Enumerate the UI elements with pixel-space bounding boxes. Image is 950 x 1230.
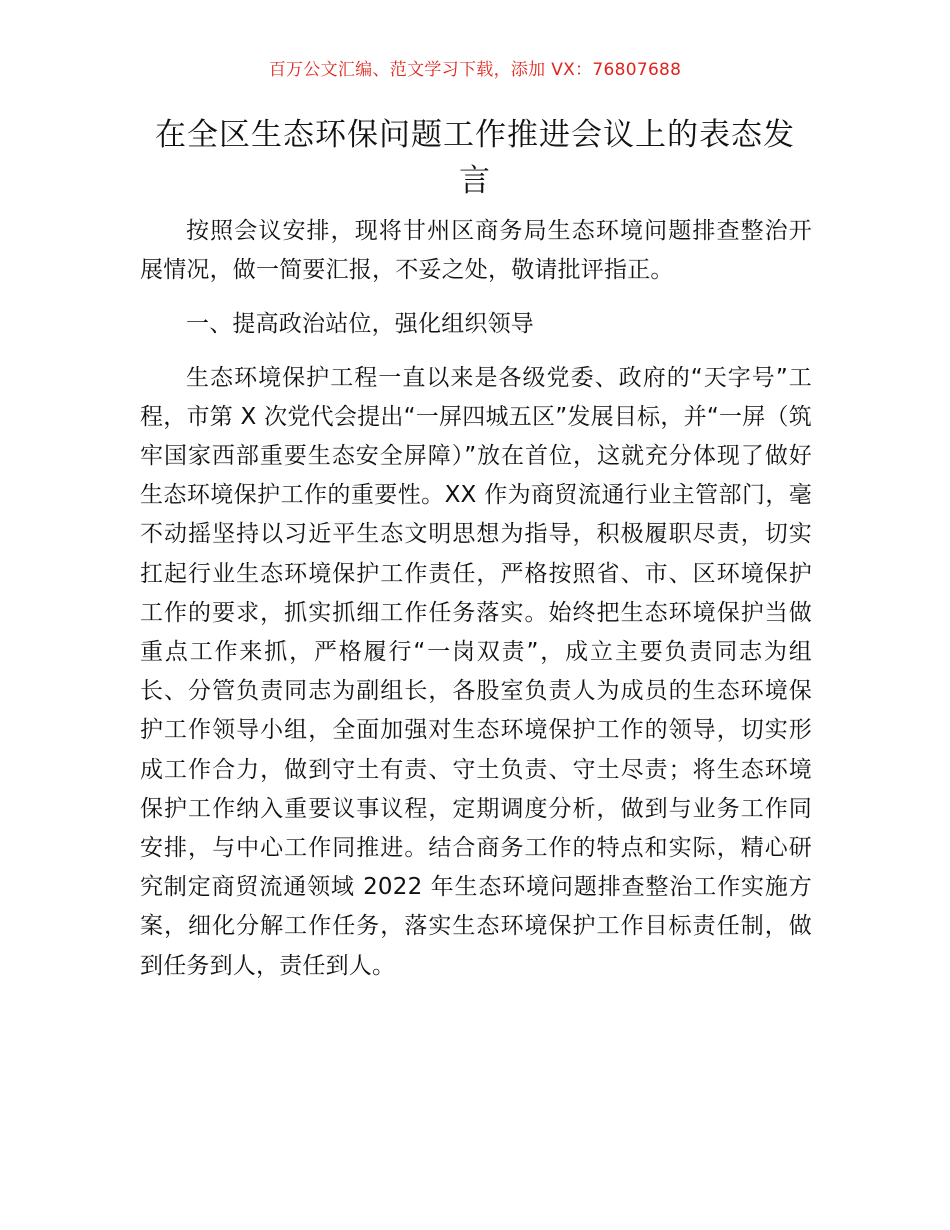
section-heading: 一、提高政治站位，强化组织领导: [186, 311, 534, 338]
document-title: 在全区生态环保问题工作推进会议上的表态发言: [155, 117, 795, 199]
body-paragraph: 生态环境保护工程一直以来是各级党委、政府的“天字号”工程，市第 X 次党代会提出“一屏四城五区”发展目标，并“一屏（筑牢国家西部重要生态安全屏障）”放在首位，这就充分体现了做好生态环境保护工作的重要性。XX 作为商贸流通行业主管部门，毫不动摇坚持以习近平生态文明思想为指导，积极履职尽责，切实扛起行业生态环境保护工作责任，严格按照省、市、区环境保护工作的要求，抓实抓细工作任务落实。始终把生态环境保护当做重点工作来抓，严格履行“一岗双责”，成立主要负责同志为组长、分管负责同志为副组长，各股室负责人为成员的生态环境保护工作领导小组，全面加强对生态环境保护工作的领导，切实形成工作合力，做到守土有责、守土负责、守土尽责；将生态环境保护工作纳入重要议事议程，定期调度分析，做到与业务工作同安排，与中心工作同推进。结合商务工作的特点和实际，精心研究制定商贸流通领域 2022 年生态环境问题排查整治工作实施方案，细化分解工作任务，落实生态环境保护工作目标责任制，做到任务到人，责任到人。: [140, 364, 812, 979]
watermark-banner: 百万公文汇编、范文学习下载，添加 VX：76807688: [268, 60, 682, 80]
intro-paragraph: 按照会议安排，现将甘州区商务局生态环境问题排查整治开展情况，做一简要汇报，不妥之处，敬请批评指正。: [140, 218, 812, 284]
document-body: [140, 212, 812, 1001]
